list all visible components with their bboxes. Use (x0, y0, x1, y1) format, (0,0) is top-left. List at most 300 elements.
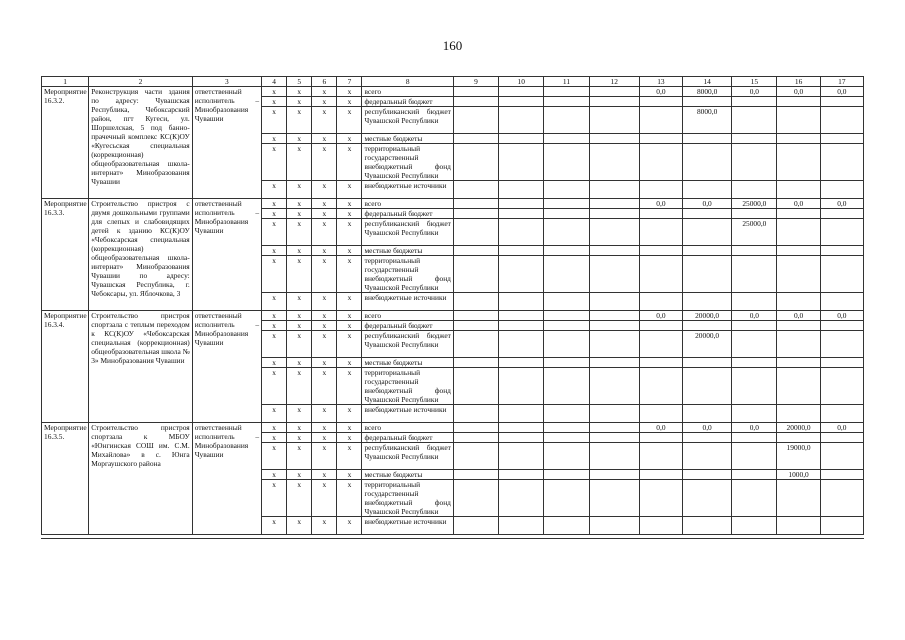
code-x-mark: х (287, 405, 312, 423)
empty-year-cell (544, 256, 589, 293)
funding-value-c17 (820, 321, 863, 331)
code-x-mark: х (287, 199, 312, 209)
funding-value-c15: 25000,0 (732, 199, 777, 209)
code-x-mark: х (262, 480, 287, 517)
code-x-mark: х (337, 433, 362, 443)
code-x-mark: х (312, 405, 337, 423)
funding-value-c16 (777, 358, 820, 368)
code-x-mark: х (287, 97, 312, 107)
funding-value-c14 (683, 293, 732, 311)
empty-year-cell (544, 368, 589, 405)
funding-value-c17: 0,0 (820, 423, 863, 433)
code-x-mark: х (262, 358, 287, 368)
code-x-mark: х (337, 517, 362, 535)
funding-value-c15 (732, 331, 777, 358)
funding-value-c17 (820, 209, 863, 219)
funding-value-c15 (732, 443, 777, 470)
funding-value-c16 (777, 246, 820, 256)
empty-year-cell (589, 219, 639, 246)
table-row (42, 199, 864, 209)
empty-year-cell (453, 97, 498, 107)
code-x-mark: х (337, 480, 362, 517)
table-row (42, 311, 864, 321)
empty-year-cell (499, 358, 544, 368)
empty-year-cell (589, 470, 639, 480)
funding-value-c16 (777, 321, 820, 331)
funding-value-c16 (777, 256, 820, 293)
empty-year-cell (499, 246, 544, 256)
code-x-mark: х (262, 87, 287, 97)
funding-value-c15: 0,0 (732, 423, 777, 433)
funding-value-c14: 0,0 (683, 199, 732, 209)
code-x-mark: х (262, 405, 287, 423)
funding-value-c13 (639, 256, 682, 293)
empty-year-cell (544, 470, 589, 480)
responsible-executor: ответственный исполнитель – Минобразования Чувашии (192, 87, 261, 199)
code-x-mark: х (337, 256, 362, 293)
empty-year-cell (544, 480, 589, 517)
funding-value-c13: 0,0 (639, 199, 682, 209)
empty-year-cell (453, 443, 498, 470)
column-header: 9 (453, 77, 498, 87)
funding-value-c13: 0,0 (639, 423, 682, 433)
code-x-mark: х (312, 293, 337, 311)
empty-year-cell (499, 293, 544, 311)
table-row (42, 87, 864, 97)
page-number: 160 (442, 38, 463, 53)
code-x-mark: х (287, 311, 312, 321)
funding-value-c16 (777, 405, 820, 423)
empty-year-cell (499, 331, 544, 358)
funding-value-c16: 0,0 (777, 311, 820, 321)
empty-year-cell (453, 480, 498, 517)
code-x-mark: х (287, 209, 312, 219)
empty-year-cell (589, 134, 639, 144)
funding-value-c14 (683, 433, 732, 443)
funding-value-c16: 19000,0 (777, 443, 820, 470)
funding-value-c15 (732, 144, 777, 181)
funding-value-c17 (820, 219, 863, 246)
funding-value-c13 (639, 246, 682, 256)
funding-value-c15 (732, 368, 777, 405)
code-x-mark: х (337, 368, 362, 405)
empty-year-cell (499, 199, 544, 209)
column-header: 17 (820, 77, 863, 87)
empty-year-cell (453, 423, 498, 433)
empty-year-cell (589, 321, 639, 331)
empty-year-cell (453, 144, 498, 181)
empty-year-cell (453, 433, 498, 443)
column-header: 6 (312, 77, 337, 87)
funding-value-c15 (732, 209, 777, 219)
funding-source: федеральный бюджет (362, 321, 453, 331)
empty-year-cell (499, 87, 544, 97)
event-number: Мероприятие 16.3.4. (42, 311, 89, 423)
empty-year-cell (453, 246, 498, 256)
empty-year-cell (589, 433, 639, 443)
code-x-mark: х (287, 470, 312, 480)
funding-source: местные бюджеты (362, 134, 453, 144)
code-x-mark: х (337, 311, 362, 321)
table-row (42, 423, 864, 433)
funding-value-c15: 0,0 (732, 87, 777, 97)
funding-value-c15 (732, 97, 777, 107)
funding-value-c16 (777, 181, 820, 199)
empty-year-cell (499, 209, 544, 219)
funding-value-c15 (732, 321, 777, 331)
empty-year-cell (589, 87, 639, 97)
code-x-mark: х (337, 219, 362, 246)
empty-year-cell (589, 181, 639, 199)
empty-year-cell (544, 134, 589, 144)
code-x-mark: х (312, 87, 337, 97)
empty-year-cell (499, 517, 544, 535)
code-x-mark: х (287, 256, 312, 293)
event-number: Мероприятие 16.3.5. (42, 423, 89, 535)
event-number: Мероприятие 16.3.2. (42, 87, 89, 199)
funding-value-c17 (820, 358, 863, 368)
empty-year-cell (589, 144, 639, 181)
column-header: 11 (544, 77, 589, 87)
event-number: Мероприятие 16.3.3. (42, 199, 89, 311)
code-x-mark: х (287, 358, 312, 368)
empty-year-cell (453, 331, 498, 358)
empty-year-cell (499, 443, 544, 470)
funding-value-c13 (639, 368, 682, 405)
funding-value-c16 (777, 517, 820, 535)
empty-year-cell (589, 517, 639, 535)
funding-value-c17 (820, 517, 863, 535)
funding-value-c14 (683, 219, 732, 246)
empty-year-cell (499, 181, 544, 199)
funding-value-c13 (639, 470, 682, 480)
empty-year-cell (499, 107, 544, 134)
responsible-executor: ответственный исполнитель – Минобразования Чувашии (192, 199, 261, 311)
funding-value-c14: 20000,0 (683, 331, 732, 358)
empty-year-cell (499, 219, 544, 246)
empty-year-cell (544, 405, 589, 423)
code-x-mark: х (312, 443, 337, 470)
code-x-mark: х (312, 517, 337, 535)
empty-year-cell (544, 107, 589, 134)
funding-value-c16: 0,0 (777, 199, 820, 209)
empty-year-cell (544, 97, 589, 107)
empty-year-cell (499, 423, 544, 433)
code-x-mark: х (287, 433, 312, 443)
empty-year-cell (544, 321, 589, 331)
funding-value-c17 (820, 470, 863, 480)
funding-value-c17 (820, 331, 863, 358)
empty-year-cell (499, 368, 544, 405)
funding-value-c13 (639, 321, 682, 331)
funding-value-c13 (639, 144, 682, 181)
code-x-mark: х (287, 134, 312, 144)
funding-source: местные бюджеты (362, 470, 453, 480)
funding-value-c17 (820, 134, 863, 144)
code-x-mark: х (262, 293, 287, 311)
funding-source: всего (362, 87, 453, 97)
code-x-mark: х (312, 144, 337, 181)
funding-source: территориальный государственный внебюджетный фонд Чувашской Республики (362, 368, 453, 405)
funding-source: республиканский бюджет Чувашской Республики (362, 219, 453, 246)
code-x-mark: х (287, 423, 312, 433)
funding-value-c16 (777, 107, 820, 134)
code-x-mark: х (287, 443, 312, 470)
empty-year-cell (589, 480, 639, 517)
code-x-mark: х (337, 181, 362, 199)
funding-value-c13 (639, 107, 682, 134)
empty-year-cell (544, 443, 589, 470)
code-x-mark: х (262, 331, 287, 358)
empty-year-cell (589, 246, 639, 256)
funding-value-c17 (820, 246, 863, 256)
funding-value-c14 (683, 256, 732, 293)
code-x-mark: х (312, 368, 337, 405)
funding-value-c17 (820, 181, 863, 199)
code-x-mark: х (312, 423, 337, 433)
funding-value-c17 (820, 405, 863, 423)
code-x-mark: х (337, 87, 362, 97)
empty-year-cell (453, 199, 498, 209)
funding-value-c14 (683, 321, 732, 331)
code-x-mark: х (287, 246, 312, 256)
code-x-mark: х (312, 321, 337, 331)
funding-value-c14 (683, 134, 732, 144)
empty-year-cell (589, 199, 639, 209)
column-header: 4 (262, 77, 287, 87)
empty-year-cell (589, 97, 639, 107)
empty-year-cell (589, 331, 639, 358)
column-header: 16 (777, 77, 820, 87)
empty-year-cell (544, 423, 589, 433)
empty-year-cell (544, 311, 589, 321)
empty-year-cell (589, 443, 639, 470)
funding-value-c17 (820, 368, 863, 405)
funding-value-c13 (639, 331, 682, 358)
funding-value-c16 (777, 480, 820, 517)
funding-source: федеральный бюджет (362, 209, 453, 219)
empty-year-cell (453, 107, 498, 134)
column-header: 5 (287, 77, 312, 87)
funding-value-c15 (732, 134, 777, 144)
funding-value-c14: 20000,0 (683, 311, 732, 321)
funding-source: внебюджетные источники (362, 293, 453, 311)
code-x-mark: х (312, 181, 337, 199)
funding-source: всего (362, 199, 453, 209)
code-x-mark: х (287, 480, 312, 517)
funding-source: республиканский бюджет Чувашской Республики (362, 443, 453, 470)
code-x-mark: х (287, 331, 312, 358)
code-x-mark: х (262, 517, 287, 535)
code-x-mark: х (262, 181, 287, 199)
funding-value-c14 (683, 517, 732, 535)
funding-value-c15 (732, 517, 777, 535)
funding-source: всего (362, 423, 453, 433)
funding-value-c16: 1000,0 (777, 470, 820, 480)
empty-year-cell (589, 423, 639, 433)
funding-value-c14 (683, 443, 732, 470)
funding-value-c15: 25000,0 (732, 219, 777, 246)
funding-source: внебюджетные источники (362, 517, 453, 535)
code-x-mark: х (262, 199, 287, 209)
funding-value-c15 (732, 293, 777, 311)
empty-year-cell (499, 480, 544, 517)
funding-value-c14 (683, 144, 732, 181)
empty-year-cell (589, 405, 639, 423)
empty-year-cell (499, 97, 544, 107)
funding-source: территориальный государственный внебюджетный фонд Чувашской Республики (362, 144, 453, 181)
funding-value-c17 (820, 256, 863, 293)
empty-year-cell (544, 181, 589, 199)
empty-year-cell (499, 405, 544, 423)
funding-value-c15 (732, 480, 777, 517)
code-x-mark: х (312, 433, 337, 443)
funding-value-c15 (732, 256, 777, 293)
empty-year-cell (499, 134, 544, 144)
code-x-mark: х (287, 181, 312, 199)
funding-value-c13 (639, 433, 682, 443)
funding-value-c13: 0,0 (639, 87, 682, 97)
code-x-mark: х (262, 134, 287, 144)
code-x-mark: х (312, 209, 337, 219)
code-x-mark: х (337, 423, 362, 433)
code-x-mark: х (312, 358, 337, 368)
empty-year-cell (453, 181, 498, 199)
code-x-mark: х (337, 470, 362, 480)
column-header: 3 (192, 77, 261, 87)
funding-value-c16: 0,0 (777, 87, 820, 97)
responsible-executor: ответственный исполнитель – Минобразования Чувашии (192, 423, 261, 535)
funding-value-c16 (777, 433, 820, 443)
empty-year-cell (589, 256, 639, 293)
empty-year-cell (453, 368, 498, 405)
code-x-mark: х (262, 443, 287, 470)
funding-value-c14 (683, 368, 732, 405)
funding-value-c14 (683, 209, 732, 219)
code-x-mark: х (312, 480, 337, 517)
empty-year-cell (453, 311, 498, 321)
code-x-mark: х (312, 219, 337, 246)
code-x-mark: х (312, 331, 337, 358)
code-x-mark: х (287, 87, 312, 97)
funding-value-c15 (732, 405, 777, 423)
code-x-mark: х (262, 144, 287, 181)
funding-value-c15 (732, 470, 777, 480)
empty-year-cell (544, 517, 589, 535)
funding-source: внебюджетные источники (362, 405, 453, 423)
code-x-mark: х (337, 331, 362, 358)
empty-year-cell (453, 321, 498, 331)
code-x-mark: х (287, 219, 312, 246)
code-x-mark: х (262, 219, 287, 246)
code-x-mark: х (337, 358, 362, 368)
funding-value-c16 (777, 209, 820, 219)
funding-source: республиканский бюджет Чувашской Республики (362, 107, 453, 134)
funding-value-c13 (639, 405, 682, 423)
column-header: 2 (89, 77, 193, 87)
column-header: 13 (639, 77, 682, 87)
funding-value-c16 (777, 134, 820, 144)
empty-year-cell (453, 219, 498, 246)
event-description: Реконструкция части здания по адресу: Чувашская Республика, Чебоксарский район, пгт Кугеси, ул. Шоршелская, 5 под банно-прачечный комплекс КС(К)ОУ «Кугесьская специальная (коррекционная) общеобразовательная школа-интернат» Минобразования Чувашии (89, 87, 193, 199)
empty-year-cell (589, 311, 639, 321)
code-x-mark: х (262, 368, 287, 405)
empty-year-cell (453, 87, 498, 97)
funding-source: территориальный государственный внебюджетный фонд Чувашской Республики (362, 480, 453, 517)
empty-year-cell (544, 293, 589, 311)
funding-value-c17 (820, 144, 863, 181)
column-header: 10 (499, 77, 544, 87)
funding-value-c13 (639, 97, 682, 107)
empty-year-cell (453, 256, 498, 293)
funding-value-c15: 0,0 (732, 311, 777, 321)
empty-year-cell (453, 209, 498, 219)
empty-year-cell (453, 470, 498, 480)
code-x-mark: х (337, 134, 362, 144)
code-x-mark: х (337, 405, 362, 423)
code-x-mark: х (337, 293, 362, 311)
code-x-mark: х (287, 293, 312, 311)
funding-source: всего (362, 311, 453, 321)
empty-year-cell (544, 209, 589, 219)
empty-year-cell (589, 358, 639, 368)
funding-value-c15 (732, 433, 777, 443)
empty-year-cell (499, 321, 544, 331)
code-x-mark: х (262, 311, 287, 321)
funding-value-c17 (820, 480, 863, 517)
funding-value-c16: 20000,0 (777, 423, 820, 433)
event-description: Строительство пристроя спортзала к МБОУ «Юнгинская СОШ им. С.М. Михайлова» в с. Юнга Моргаушского района (89, 423, 193, 535)
funding-source: территориальный государственный внебюджетный фонд Чувашской Республики (362, 256, 453, 293)
funding-value-c15 (732, 246, 777, 256)
funding-value-c14 (683, 470, 732, 480)
empty-year-cell (544, 433, 589, 443)
code-x-mark: х (262, 246, 287, 256)
funding-value-c14 (683, 480, 732, 517)
funding-value-c16 (777, 144, 820, 181)
funding-value-c13 (639, 134, 682, 144)
code-x-mark: х (262, 423, 287, 433)
code-x-mark: х (312, 97, 337, 107)
column-header: 15 (732, 77, 777, 87)
code-x-mark: х (312, 311, 337, 321)
code-x-mark: х (312, 470, 337, 480)
funding-value-c16 (777, 293, 820, 311)
column-header: 1 (42, 77, 89, 87)
code-x-mark: х (337, 97, 362, 107)
empty-year-cell (544, 246, 589, 256)
header-row (42, 77, 864, 87)
code-x-mark: х (312, 256, 337, 293)
funding-value-c15 (732, 181, 777, 199)
empty-year-cell (453, 405, 498, 423)
empty-year-cell (544, 199, 589, 209)
empty-year-cell (589, 293, 639, 311)
empty-year-cell (499, 433, 544, 443)
empty-year-cell (499, 144, 544, 181)
code-x-mark: х (262, 107, 287, 134)
code-x-mark: х (262, 256, 287, 293)
empty-year-cell (453, 293, 498, 311)
table-bottom-rule (41, 538, 864, 539)
funding-source: местные бюджеты (362, 358, 453, 368)
funding-value-c14: 8000,0 (683, 107, 732, 134)
empty-year-cell (499, 470, 544, 480)
funding-value-c16 (777, 97, 820, 107)
funding-value-c14: 8000,0 (683, 87, 732, 97)
empty-year-cell (499, 311, 544, 321)
funding-value-c14 (683, 405, 732, 423)
